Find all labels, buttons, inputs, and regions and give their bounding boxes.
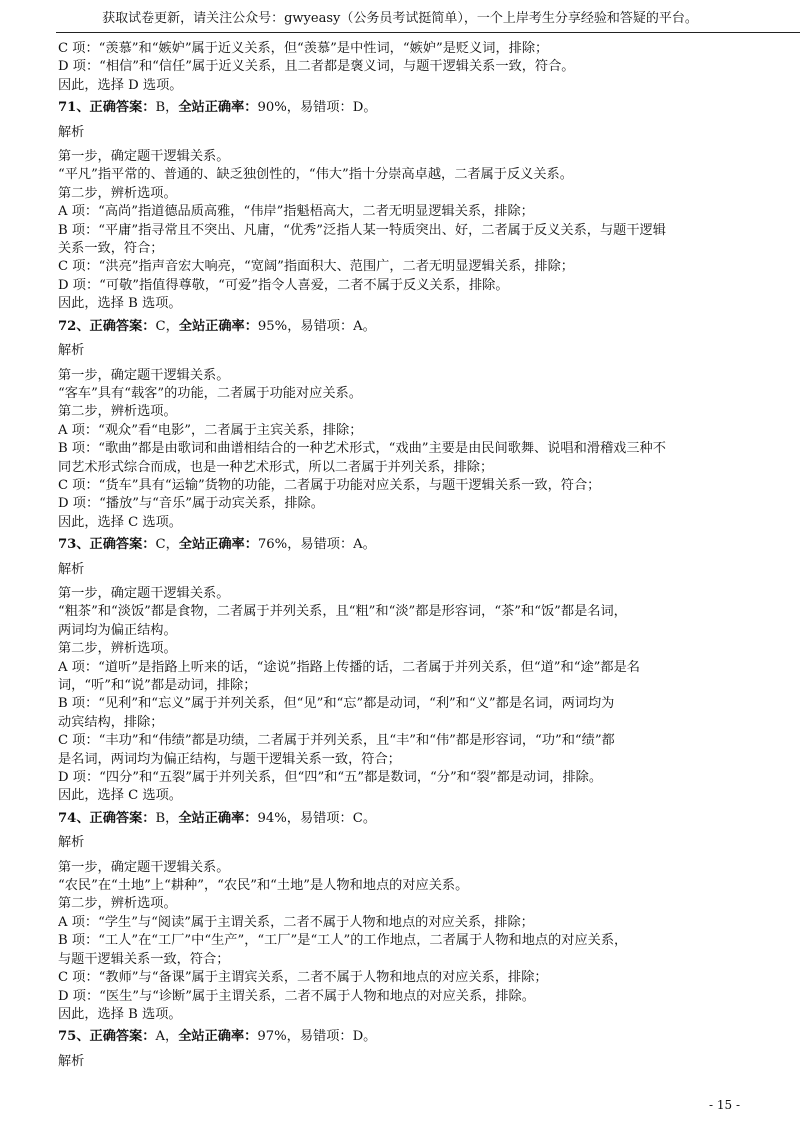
text-line: 第一步，确定题干逻辑关系。 xyxy=(58,859,230,875)
text-line: 两词均为偏正结构。 xyxy=(58,622,177,638)
text-line: 第二步，辨析选项。 xyxy=(58,641,177,657)
analysis-heading: 解析 xyxy=(58,561,85,577)
text-line: 因此，选择 B 选项。 xyxy=(58,1006,182,1022)
text-line: 因此，选择 C 选项。 xyxy=(58,514,182,530)
text-line: D 项：“可敬”指值得尊敬，“可爱”指令人喜爱，二者不属于反义关系，排除。 xyxy=(58,277,509,293)
text-line: D 项：“四分”和“五裂”属于并列关系，但“四”和“五”都是数词，“分”和“裂”都是动词，排除。 xyxy=(58,770,603,786)
document-body xyxy=(58,40,748,1077)
rate-value: 95%，易错项：A。 xyxy=(257,318,376,334)
analysis-heading: 解析 xyxy=(58,343,85,359)
answer-label: 71、正确答案： xyxy=(58,100,156,116)
text-line: B 项：“平庸”指寻常且不突出、凡庸，“优秀”泛指人某一特质突出、好，二者属于反义关系，与题干逻辑 xyxy=(58,222,666,238)
text-line: D 项：“相信”和“信任”属于近义关系，且二者都是褒义词，与题干逻辑关系一致，符合。 xyxy=(58,59,575,75)
text-line: C 项：“洪亮”指声音宏大响亮，“宽阔”指面积大、范围广，二者无明显逻辑关系，排除； xyxy=(58,259,574,275)
rate-label: 全站正确率： xyxy=(178,810,258,826)
text-line: C 项：“羡慕”和“嫉妒”属于近义关系，但“羡慕”是中性词，“嫉妒”是贬义词，排除； xyxy=(58,41,549,56)
text-line: A 项：“观众”看“电影”，二者属于主宾关系，排除； xyxy=(58,422,363,438)
text-line: 因此，选择 D 选项。 xyxy=(58,77,183,93)
text-line: “粗茶”和“淡饭”都是食物，二者属于并列关系，且“粗”和“淡”都是形容词，“茶”和“饭”都是名词， xyxy=(58,604,627,620)
answer-label: 75、正确答案： xyxy=(58,1029,156,1045)
text-line: 第一步，确定题干逻辑关系。 xyxy=(58,585,230,601)
rate-label: 全站正确率： xyxy=(178,100,258,116)
answer-line-75 xyxy=(58,1028,748,1046)
page-number: - 15 - xyxy=(708,1098,740,1112)
text-line: 第二步，辨析选项。 xyxy=(58,185,177,201)
text-line: C 项：“丰功”和“伟绩”都是功绩，二者属于并列关系，且“丰”和“伟”都是形容词，“功”和“绩”都 xyxy=(58,733,615,749)
answer-value: A， xyxy=(155,1029,179,1045)
answer-line-72 xyxy=(58,318,748,336)
text-line: B 项：“歌曲”都是由歌词和曲谱相结合的一种艺术形式，“戏曲”主要是由民间歌舞、说唱和滑稽戏三种不 xyxy=(58,441,666,457)
text-line: A 项：“道听”是指路上听来的话，“途说”指路上传播的话，二者属于并列关系，但“道”和“途”都是名 xyxy=(58,659,640,675)
analysis-heading: 解析 xyxy=(58,835,85,851)
page-header: 获取试卷更新，请关注公众号：gwyeasy（公务员考试挺简单），一个上岸考生分享经验和答疑的平台。 xyxy=(102,11,698,26)
text-line: 第二步，辨析选项。 xyxy=(58,404,177,420)
answer-label: 73、正确答案： xyxy=(58,537,156,553)
answer-label: 74、正确答案： xyxy=(58,810,156,826)
text-line: 词，“听”和“说”都是动词，排除； xyxy=(58,678,257,693)
answer-value: B， xyxy=(155,100,179,116)
answer-value: C， xyxy=(155,537,179,553)
answer-line-73 xyxy=(58,536,748,554)
text-line: “农民”在“土地”上“耕种”，“农民”和“土地”是人物和地点的对应关系。 xyxy=(58,878,469,894)
rate-value: 76%，易错项：A。 xyxy=(257,537,376,553)
answer-line-74 xyxy=(58,810,748,828)
rate-value: 97%，易错项：D。 xyxy=(257,1029,377,1045)
rate-label: 全站正确率： xyxy=(178,537,258,553)
answer-line-71 xyxy=(58,99,748,117)
text-line: B 项：“工人”在“工厂”中“生产”，“工厂”是“工人”的工作地点，二者属于人物和地点的对应关系， xyxy=(58,933,628,949)
analysis-heading: 解析 xyxy=(58,1053,85,1069)
answer-label: 72、正确答案： xyxy=(58,318,156,334)
answer-value: B， xyxy=(155,810,179,826)
text-line: D 项：“医生”与“诊断”属于主谓关系，二者不属于人物和地点的对应关系，排除。 xyxy=(58,988,535,1004)
text-line: A 项：“高尚”指道德品质高雅，“伟岸”指魁梧高大，二者无明显逻辑关系，排除； xyxy=(58,204,534,220)
rate-label: 全站正确率： xyxy=(178,318,258,334)
text-line: 是名词，两词均为偏正结构，与题干逻辑关系一致，符合； xyxy=(58,751,401,767)
rate-value: 94%，易错项：C。 xyxy=(257,810,377,826)
text-line: 第一步，确定题干逻辑关系。 xyxy=(58,367,230,383)
rate-value: 90%，易错项：D。 xyxy=(257,100,377,116)
text-line: “平凡”指平常的、普通的、缺乏独创性的，“伟大”指十分崇高卓越，二者属于反义关系。 xyxy=(58,167,573,183)
text-line: B 项：“见利”和“忘义”属于并列关系，但“见”和“忘”都是动词，“利”和“义”都是名词，两词均为 xyxy=(58,696,615,712)
text-line: 第一步，确定题干逻辑关系。 xyxy=(58,149,230,165)
text-line: C 项：“教师”与“备课”属于主谓宾关系，二者不属于人物和地点的对应关系，排除； xyxy=(58,970,548,986)
text-line: 因此，选择 B 选项。 xyxy=(58,296,182,312)
header-divider xyxy=(56,32,800,33)
text-line: 因此，选择 C 选项。 xyxy=(58,788,182,804)
answer-value: C， xyxy=(155,318,179,334)
text-line: 与题干逻辑关系一致，符合； xyxy=(58,951,230,967)
text-line: D 项：“播放”与“音乐”属于动宾关系，排除。 xyxy=(58,496,324,512)
text-line: 第二步，辨析选项。 xyxy=(58,896,177,912)
text-line: A 项：“学生”与“阅读”属于主谓关系，二者不属于人物和地点的对应关系，排除； xyxy=(58,914,534,930)
text-line: “客车”具有“载客”的功能，二者属于功能对应关系。 xyxy=(58,385,362,401)
rate-label: 全站正确率： xyxy=(178,1029,258,1045)
text-line: 同艺术形式综合而成，也是一种艺术形式，所以二者属于并列关系，排除； xyxy=(58,459,494,475)
text-line: C 项：“货车”具有“运输”货物的功能，二者属于功能对应关系，与题干逻辑关系一致，符合； xyxy=(58,477,601,493)
text-line: 动宾结构，排除； xyxy=(58,714,164,730)
analysis-heading: 解析 xyxy=(58,124,85,140)
text-line: 关系一致，符合； xyxy=(58,241,164,257)
